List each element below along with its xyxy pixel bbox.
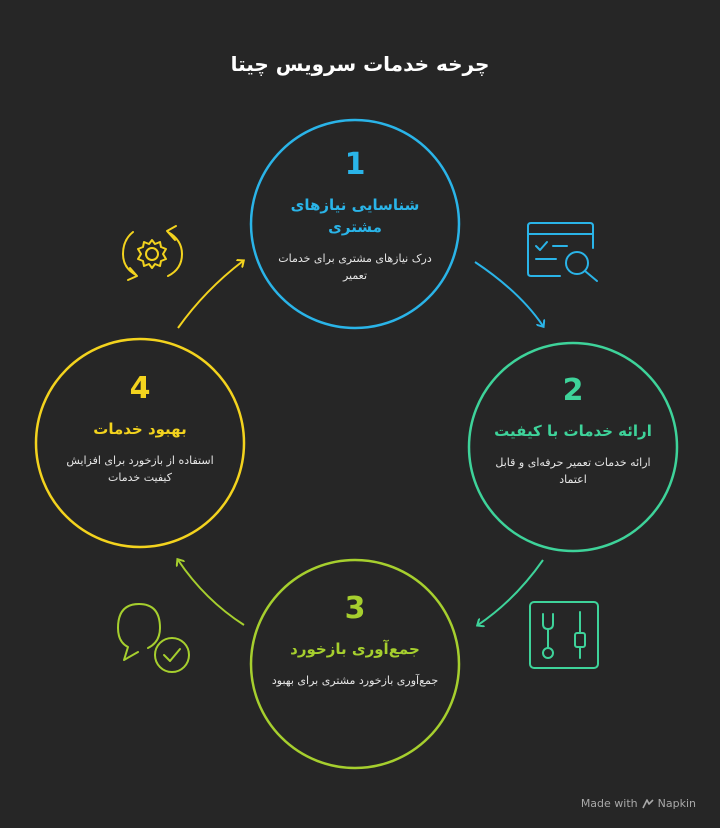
step4-number: 4 bbox=[129, 371, 151, 406]
step4-node bbox=[55, 372, 225, 486]
diagram-title: چرخه خدمات سرویس چیتا bbox=[230, 52, 490, 76]
step3-title: جمع‌آوری بازخورد bbox=[290, 640, 420, 658]
feedback-chat-icon bbox=[118, 604, 189, 672]
step3-node bbox=[270, 592, 440, 689]
checklist-search-icon bbox=[528, 223, 597, 281]
gear-cycle-icon bbox=[123, 226, 182, 280]
step2-node bbox=[483, 374, 663, 488]
step4-title: بهبود خدمات bbox=[93, 420, 187, 438]
step3-number: 3 bbox=[344, 591, 366, 626]
arrow-2-to-3 bbox=[478, 560, 543, 625]
step2-description: ارائه خدمات تعمیر حرفه‌ای و قابل اعتماد bbox=[495, 456, 651, 486]
tools-icon bbox=[530, 602, 598, 668]
napkin-brand-label: Napkin bbox=[657, 797, 696, 810]
step4-description: استفاده از بازخورد برای افزایش کیفیت خدمات bbox=[66, 454, 214, 484]
step1-node bbox=[275, 148, 435, 284]
napkin-attribution[interactable] bbox=[581, 797, 696, 810]
step1-description: درک نیازهای مشتری برای خدمات تعمیر bbox=[278, 252, 432, 282]
step2-number: 2 bbox=[562, 373, 584, 408]
step1-number: 1 bbox=[344, 147, 366, 182]
step1-title: شناسایی نیازهای مشتری bbox=[290, 196, 420, 236]
step2-title: ارائه خدمات با کیفیت bbox=[494, 422, 652, 440]
made-with-label: Made with bbox=[580, 797, 638, 810]
napkin-logo-icon bbox=[642, 798, 654, 810]
arrow-4-to-1 bbox=[178, 261, 243, 328]
arrow-3-to-4 bbox=[178, 560, 244, 625]
arrow-1-to-2 bbox=[475, 262, 543, 326]
step3-description: جمع‌آوری بازخورد مشتری برای بهبود bbox=[271, 674, 439, 687]
